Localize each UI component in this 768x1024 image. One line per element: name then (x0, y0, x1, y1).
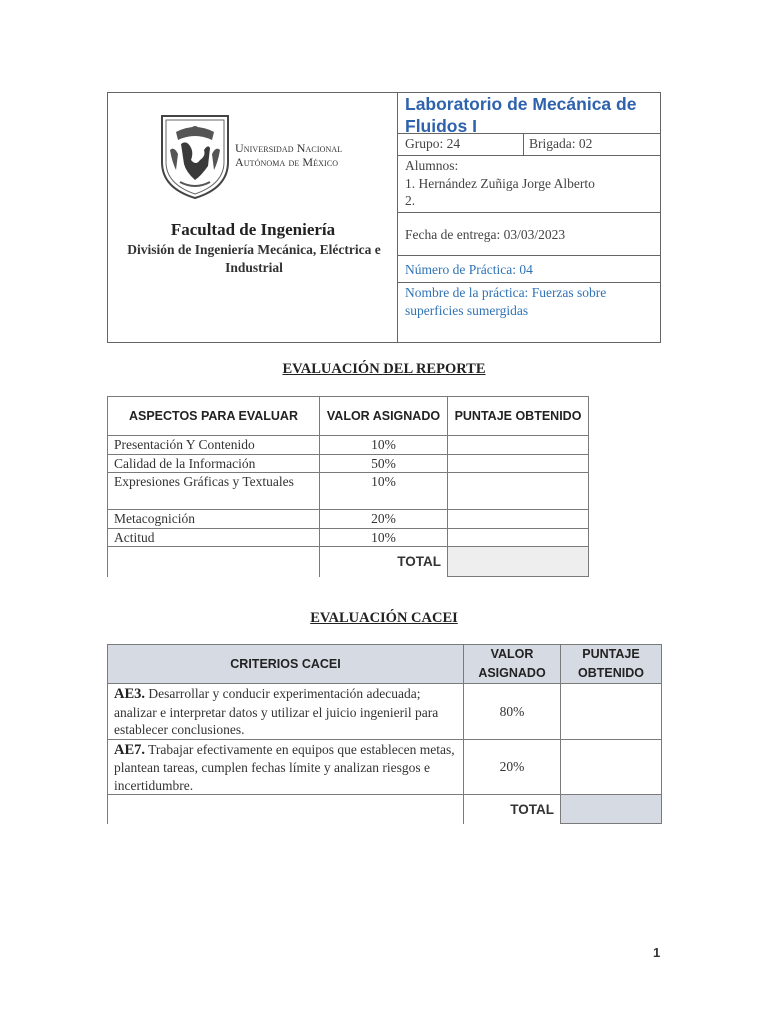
total-score-cell[interactable] (448, 547, 589, 577)
column-header: ASPECTOS PARA EVALUAR (108, 397, 320, 436)
score-cell[interactable] (448, 528, 589, 547)
university-name-line1: Universidad Nacional (235, 141, 343, 155)
empty-cell (108, 547, 320, 577)
aspect-cell: Calidad de la Información (108, 454, 320, 473)
value-cell: 10% (320, 473, 448, 510)
table-header-row (108, 397, 589, 436)
table-header-row (108, 645, 662, 684)
aspect-cell: Expresiones Gráficas y Textuales (108, 473, 320, 510)
cacei-eval-table (107, 644, 662, 824)
report-eval-title: EVALUACIÓN DEL REPORTE (282, 361, 486, 377)
nombre-practica: Nombre de la práctica: Fuerzas sobre superficies sumergidas (405, 285, 607, 318)
table-row (108, 436, 589, 455)
value-cell: 80% (464, 684, 561, 740)
criterion-code: AE3. (114, 686, 146, 702)
total-label: TOTAL (464, 795, 561, 824)
table-row (108, 739, 662, 795)
alumno-2: 2. (405, 193, 416, 208)
score-cell[interactable] (448, 510, 589, 529)
unam-crest-logo (156, 110, 234, 200)
criterion-cell (108, 684, 464, 740)
numero-practica: Número de Práctica: 04 (398, 256, 661, 283)
value-cell: 10% (320, 528, 448, 547)
column-header: VALOR ASIGNADO (320, 397, 448, 436)
cell-divider (523, 134, 524, 155)
table-row (108, 454, 589, 473)
report-eval-table (107, 396, 589, 577)
empty-cell (108, 795, 464, 824)
alumnos-label: Alumnos: (405, 158, 459, 173)
header-block (107, 92, 661, 343)
division-name: División de Ingeniería Mecánica, Eléctrica e Industrial (127, 242, 381, 275)
score-cell[interactable] (448, 454, 589, 473)
university-name-line2: Autónoma de México (235, 155, 339, 169)
column-header: PUNTAJE OBTENIDO (448, 397, 589, 436)
total-score-cell[interactable] (561, 795, 662, 824)
column-header: PUNTAJE OBTENIDO (561, 645, 662, 684)
criterion-text: Trabajar efectivamente en equipos que establecen metas, plantean tareas, cumplen fechas límite y analizan riesgos e incertidumbre. (114, 741, 455, 793)
aspect-cell: Presentación Y Contenido (108, 436, 320, 455)
table-row (108, 473, 589, 510)
total-row (108, 795, 662, 824)
score-cell[interactable] (448, 473, 589, 510)
lab-title: Laboratorio de Mecánica de Fluidos I (398, 93, 661, 134)
grupo-brigada-row (398, 134, 661, 156)
total-row (108, 547, 589, 577)
page-number: 1 (653, 945, 661, 960)
aspect-cell: Metacognición (108, 510, 320, 529)
score-cell[interactable] (448, 436, 589, 455)
table-row (108, 684, 662, 740)
university-name (235, 141, 342, 169)
criterion-text: Desarrollar y conducir experimentación adecuada; analizar e interpretar datos y utilizar el juicio ingenieril para establecer conclusiones. (114, 686, 439, 737)
criterion-cell (108, 739, 464, 795)
value-cell: 50% (320, 454, 448, 473)
column-header: VALOR ASIGNADO (464, 645, 561, 684)
score-cell[interactable] (561, 684, 662, 740)
alumno-1: 1. Hernández Zuñiga Jorge Alberto (405, 175, 595, 191)
brigada-label: Brigada: 02 (529, 136, 593, 151)
table-row (108, 528, 589, 547)
grupo-label: Grupo: 24 (405, 136, 461, 151)
column-header: CRITERIOS CACEI (108, 645, 464, 684)
value-cell: 20% (320, 510, 448, 529)
institution-panel (108, 93, 398, 342)
value-cell: 10% (320, 436, 448, 455)
criterion-code: AE7. (114, 741, 146, 758)
faculty-title: Facultad de Ingeniería (170, 220, 336, 239)
fecha-entrega: Fecha de entrega: 03/03/2023 (398, 213, 661, 256)
alumnos-cell (398, 156, 661, 213)
score-cell[interactable] (561, 739, 662, 795)
total-label: TOTAL (320, 547, 448, 577)
cacei-eval-title: EVALUACIÓN CACEI (310, 610, 458, 626)
table-row (108, 510, 589, 529)
aspect-cell: Actitud (108, 528, 320, 547)
value-cell: 20% (464, 739, 561, 795)
